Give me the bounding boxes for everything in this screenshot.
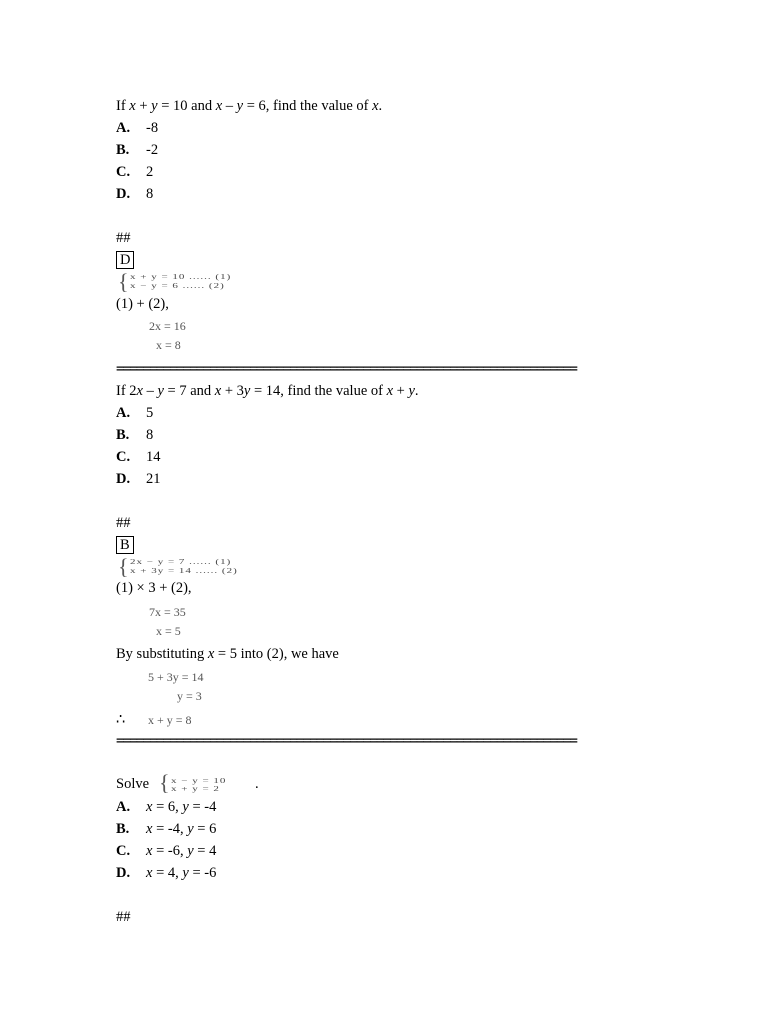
- q3-option-a: [116, 798, 216, 816]
- answer-box: D: [116, 251, 134, 269]
- q2-work2-2: y = 3: [177, 689, 202, 703]
- option-value: 5: [146, 405, 154, 421]
- option-value: x = 4, y = -6: [146, 865, 217, 881]
- q1-step-label: (1) + (2),: [116, 296, 169, 312]
- option-letter: C.: [116, 843, 131, 859]
- q1-option-b: [116, 141, 158, 159]
- answer-box: B: [116, 536, 134, 554]
- q2-work-2: x = 5: [156, 624, 181, 638]
- q1-system-eq-2: x − y = 6 ...... (2): [130, 282, 225, 290]
- q2-work2-1: 5 + 3y = 14: [148, 670, 204, 684]
- q2-system-eq-1: 2x − y = 7 ...... (1): [130, 558, 232, 566]
- q2-substitute: By substituting x = 5 into (2), we have: [116, 646, 339, 662]
- q2-option-b: [116, 426, 153, 444]
- q2-question: If 2x – y = 7 and x + 3y = 14, find the value of x + y.: [116, 383, 419, 399]
- q3-option-b: [116, 820, 216, 838]
- q2-system-brace: {: [118, 554, 129, 579]
- option-value: 8: [146, 427, 154, 443]
- option-value: x = -6, y = 4: [146, 843, 217, 859]
- q2-therefore-symbol: ∴: [116, 712, 126, 728]
- q2-marker: ##: [116, 515, 131, 531]
- q2-system-eq-2: x + 3y = 14 ...... (2): [130, 567, 238, 575]
- option-letter: A.: [116, 120, 131, 136]
- q3-prompt-end: .: [255, 776, 259, 792]
- option-letter: B.: [116, 821, 130, 837]
- option-value: -8: [146, 120, 159, 136]
- option-letter: D.: [116, 186, 131, 202]
- option-letter: D.: [116, 865, 131, 881]
- separator: =====================================================================: [116, 734, 577, 748]
- q3-marker: ##: [116, 909, 131, 925]
- option-value: 14: [146, 449, 161, 465]
- option-value: 21: [146, 471, 161, 487]
- q1-option-d: [116, 185, 153, 203]
- option-letter: C.: [116, 164, 131, 180]
- q1-system-brace: {: [118, 269, 129, 294]
- q1-option-c: [116, 163, 153, 181]
- q1-option-a: [116, 119, 158, 137]
- option-value: 8: [146, 186, 154, 202]
- q1-system-eq-1: x + y = 10 ...... (1): [130, 273, 232, 281]
- option-value: 2: [146, 164, 154, 180]
- q2-answer: [116, 536, 134, 554]
- q1-question: If x + y = 10 and x – y = 6, find the value of x.: [116, 98, 383, 114]
- q1-work-2: x = 8: [156, 338, 181, 352]
- option-letter: B.: [116, 142, 130, 158]
- q3-system-eq-1: x − y = 10: [171, 777, 227, 785]
- q2-option-a: [116, 404, 153, 422]
- option-letter: A.: [116, 405, 131, 421]
- q3-prompt: Solve: [116, 776, 150, 792]
- q2-option-d: [116, 470, 161, 488]
- option-letter: A.: [116, 799, 131, 815]
- q2-option-c: [116, 448, 161, 466]
- separator: =====================================================================: [116, 362, 577, 376]
- q3-system-brace: {: [159, 770, 170, 795]
- q1-marker: ##: [116, 230, 131, 246]
- q2-step-label: (1) × 3 + (2),: [116, 580, 192, 596]
- option-letter: B.: [116, 427, 130, 443]
- q2-work-1: 7x = 35: [149, 605, 186, 619]
- q1-answer: [116, 251, 134, 269]
- option-value: -2: [146, 142, 159, 158]
- q3-option-c: [116, 842, 216, 860]
- q3-option-d: [116, 864, 216, 882]
- q2-conclusion: x + y = 8: [148, 713, 192, 727]
- document-page: [116, 0, 656, 1024]
- option-letter: D.: [116, 471, 131, 487]
- option-letter: C.: [116, 449, 131, 465]
- q1-work-1: 2x = 16: [149, 319, 186, 333]
- q3-system-eq-2: x + y = 2: [171, 785, 220, 793]
- option-value: x = 6, y = -4: [146, 799, 217, 815]
- option-value: x = -4, y = 6: [146, 821, 217, 837]
